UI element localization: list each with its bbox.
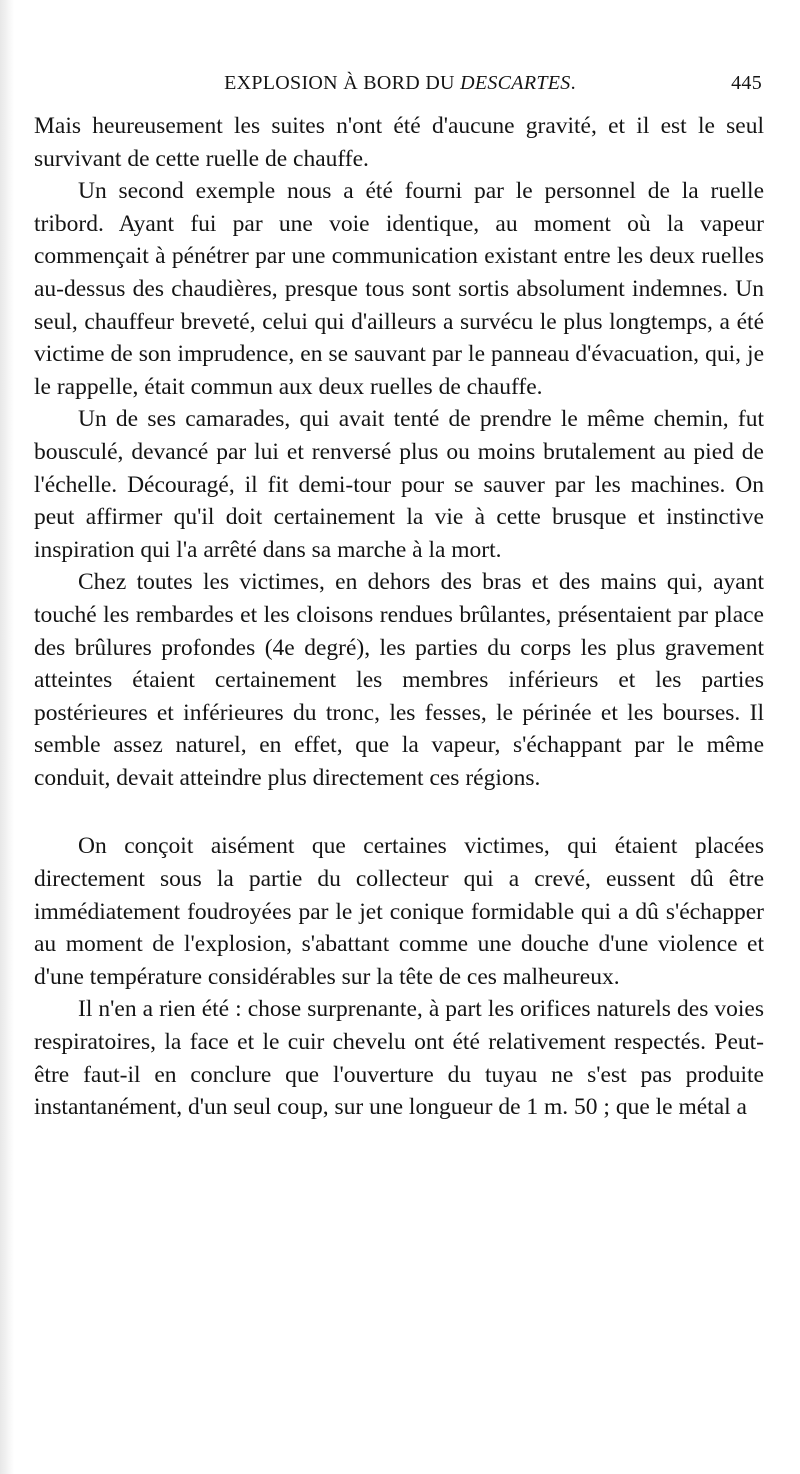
paragraph: Il n'en a rien été : chose surprenante, à part les orifices naturels des voies respiratoires, la face et le cuir chevelu ont été relativement respectés. Peut-être faut-il en conclure que l'ouverture du tuyau ne s'est pas produite instantanément, d'un seul coup, sur une longueur de 1 m. 50 ; que le métal a xyxy=(34,996,764,1121)
running-head-ship-name: DESCARTES xyxy=(460,72,571,94)
page-header xyxy=(34,72,766,102)
paragraph: Chez toutes les victimes, en dehors des bras et des mains qui, ayant touché les rembardes et les cloisons rendues brûlantes, présentaient par place des brûlures profondes (4e degré), les parties du corps les plus gravement atteintes étaient certainement les membres inférieurs et les parties postérieures et inférieures du tronc, les fesses, le périnée et les bourses. Il semble assez naturel, en effet, que la vapeur, s'échappant par le même conduit, devait atteindre plus directement ces régions. xyxy=(34,569,764,791)
paragraph: Mais heureusement les suites n'ont été d'aucune gravité, et il est le seul survivant de cette ruelle de chauffe. xyxy=(34,113,764,172)
running-head-text: EXPLOSION À BORD DU xyxy=(224,72,461,94)
page-number: 445 xyxy=(731,72,762,94)
running-head xyxy=(34,72,766,95)
running-head-period: . xyxy=(570,72,576,94)
paragraph: Un second exemple nous a été fourni par le personnel de la ruelle tribord. Ayant fui par une voie identique, au moment où la vapeur commençait à pénétrer par une communication existant entre les deux ruelles au-dessus des chaudières, presque tous sont sortis absolument indemnes. Un seul, chauffeur breveté, celui qui d'ailleurs a survécu le plus longtemps, a été victime de son imprudence, en se sauvant par le panneau d'évacuation, qui, je le rappelle, était commun aux deux ruelles de chauffe. xyxy=(34,178,764,400)
paragraph: Un de ses camarades, qui avait tenté de prendre le même chemin, fut bousculé, devancé par lui et renversé plus ou moins brutalement au pied de l'échelle. Découragé, il fit demi-tour pour se sauver par les machines. On peut affirmer qu'il doit certainement la vie à cette brusque et instinctive inspiration qui l'a arrêté dans sa marche à la mort. xyxy=(34,406,764,563)
page-edge xyxy=(0,0,14,1474)
body-text xyxy=(34,110,764,1124)
paragraph: On conçoit aisément que certaines victimes, qui étaient placées directement sous la partie du collecteur qui a crevé, eussent dû être immédiatement foudroyées par le jet conique formidable qui a dû s'échapper au moment de l'explosion, s'abattant comme une douche d'une violence et d'une température considérables sur la tête de ces malheureux. xyxy=(34,833,764,990)
